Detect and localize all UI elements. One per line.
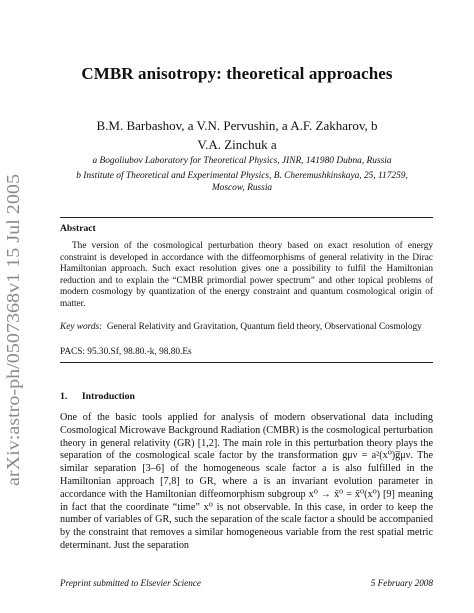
- affiliations: [70, 155, 414, 197]
- author-list: [0, 116, 474, 154]
- footer-date: 5 February 2008: [370, 578, 433, 588]
- keywords: [60, 322, 433, 334]
- author-line-2: V.A. Zinchuk a: [197, 137, 277, 152]
- abstract-text: The version of the cosmological perturbation theory based on exact resolution of energy constraint is developed in accordance with the diffeomorphisms of general relativity in the Dirac Hamiltonian approach. Such exact resolution gives one a possibility to fulfil the Hamiltonian reduction and to explain the “CMBR primordial power spectrum” and other topical problems of modern cosmology by quantization of the energy constraint and quantum cosmological origin of matter.: [60, 241, 433, 309]
- section-heading: [60, 391, 135, 402]
- author-line-1: B.M. Barbashov, a V.N. Pervushin, a A.F. Zakharov, b: [96, 118, 378, 133]
- section-title: Introduction: [81, 391, 135, 402]
- pacs-codes: PACS: 95.30.Sf, 98.80.-k, 98.80.Es: [60, 347, 192, 357]
- keywords-text: General Relativity and Gravitation, Quantum field theory, Observational Cosmology: [106, 322, 422, 332]
- paper-title: CMBR anisotropy: theoretical approaches: [81, 64, 393, 83]
- footer-preprint-note: Preprint submitted to Elsevier Science: [60, 578, 202, 588]
- abstract-bottom-rule: [60, 362, 433, 363]
- introduction-paragraph: One of the basic tools applied for analysis of modern observational data including Cosmological Microwave Background Radiation (CMBR) is the cosmological perturbation theory in general relativity (GR) [1,2]. The main role in this perturbation theory plays the separation of the cosmological scale factor by the transformation gμν = a²(x⁰)g̅μν. The similar separation [3–6] of the homogeneous scale factor a is also fulfilled in the Hamiltonian approach [7,8] to GR, where a is an invariant evolution parameter in accordance with the Hamiltonian diffeomorphism subgroup x⁰ → x̃⁰ = x̃⁰(x⁰) [9] meaning in fact that the coordinate “time” x⁰ is not observable. In this case, in order to keep the number of variables of GR, such the separation of the scale factor a should be accompanied by the constraint that removes a similar homogeneous variable from the rest spatial metric determinant. Just the separation: [60, 412, 433, 551]
- arxiv-stamp: [2, 170, 26, 490]
- affiliation-a: a Bogoliubov Laboratory for Theoretical Physics, JINR, 141980 Dubna, Russia: [92, 156, 392, 166]
- abstract-heading: Abstract: [60, 223, 96, 234]
- section-number: 1.: [60, 391, 68, 402]
- affiliation-b: b Institute of Theoretical and Experimental Physics, B. Cheremushkinskaya, 25, 117259, Moscow, Russia: [76, 170, 408, 193]
- arxiv-identifier: arXiv:astro-ph/0507368v1 15 Jul 2005: [3, 214, 23, 486]
- keywords-label: Key words:: [60, 322, 103, 332]
- abstract-top-rule: [60, 217, 433, 218]
